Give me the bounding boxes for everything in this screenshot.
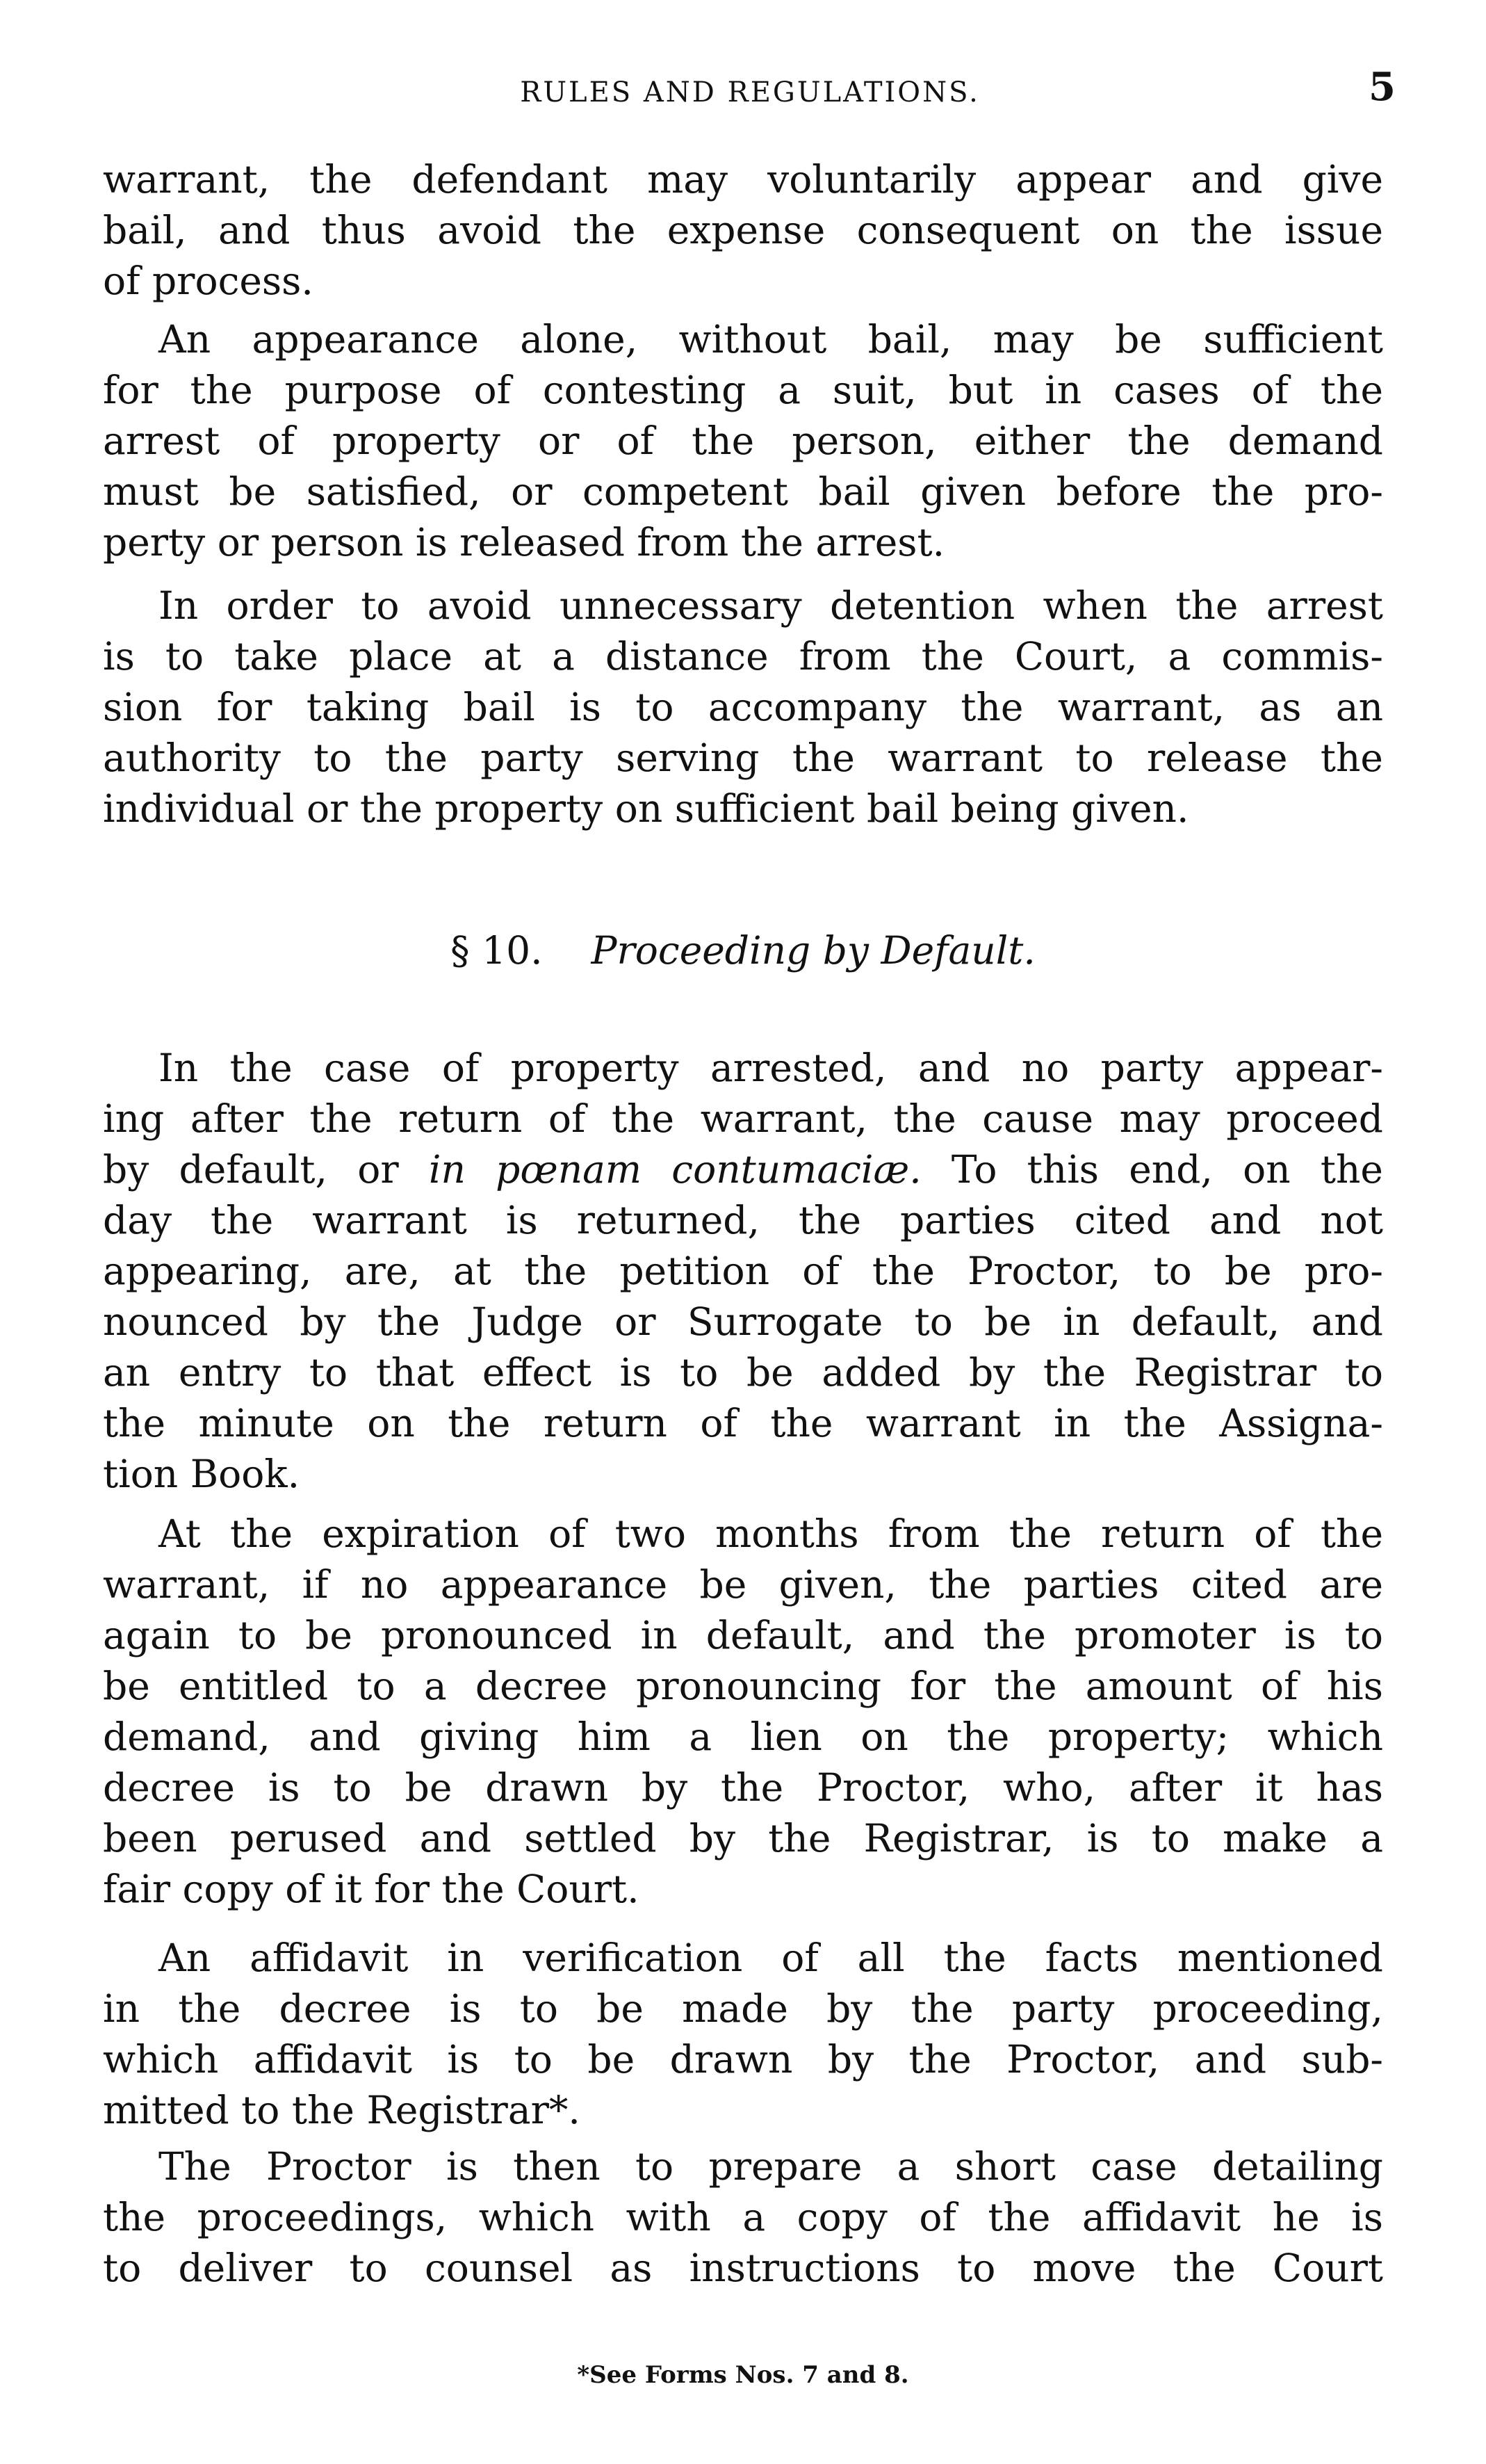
text-line: nounced by the Judge or Surrogate to be in default, and	[103, 1299, 1383, 1344]
text-line: the proceedings, which with a copy of the affidavit he is	[103, 2195, 1383, 2239]
text-line: ing after the return of the warrant, the cause may proceed	[103, 1096, 1383, 1141]
text-line: again to be pronounced in default, and the promoter is to	[103, 1613, 1383, 1657]
running-head: RULES AND REGULATIONS.	[520, 76, 980, 108]
text-line: In order to avoid unnecessary detention when the arrest	[158, 583, 1383, 628]
page-number: 5	[1369, 64, 1396, 110]
paragraph-1	[103, 154, 1383, 307]
text-line: be entitled to a decree pronouncing for the amount of his	[103, 1664, 1383, 1708]
text-line: an entry to that effect is to be added by the Registrar to	[103, 1350, 1383, 1395]
text-line: In the case of property arrested, and no party appear-	[158, 1046, 1383, 1090]
text-line: The Proctor is then to prepare a short case detailing	[158, 2144, 1383, 2189]
text-line: which affidavit is to be drawn by the Proctor, and sub-	[103, 2037, 1383, 2082]
page-header	[104, 64, 1396, 113]
text-line: demand, and giving him a lien on the property; which	[103, 1715, 1383, 1759]
text-line: sion for taking bail is to accompany the warrant, as an	[103, 685, 1383, 729]
section-paragraph-3	[103, 1933, 1383, 2136]
text-line: warrant, the defendant may voluntarily appear and give	[103, 157, 1383, 202]
text-line: tion Book.	[103, 1452, 300, 1496]
text-line: fair copy of it for the Court.	[103, 1867, 639, 1911]
text-line: in the decree is to be made by the party proceeding,	[103, 1986, 1383, 2031]
text-line: for the purpose of contesting a suit, but in cases of the	[103, 368, 1383, 412]
paragraph-2	[103, 314, 1383, 568]
text-line: bail, and thus avoid the expense consequent on the issue	[103, 208, 1383, 252]
text-line: day the warrant is returned, the parties cited and not	[103, 1198, 1383, 1242]
text-line: warrant, if no appearance be given, the parties cited are	[103, 1562, 1383, 1607]
text-line: must be satisfied, or competent bail given before the pro-	[103, 469, 1383, 514]
text-line: individual or the property on sufficient bail being given.	[103, 786, 1189, 831]
section-heading	[103, 928, 1383, 973]
text-line: by default, or in pœnam contumaciæ. To this end, on the	[103, 1147, 1383, 1192]
text-line: authority to the party serving the warrant to release the	[103, 736, 1383, 780]
text-line: of process.	[103, 259, 313, 303]
text-line: is to take place at a distance from the Court, a commis-	[103, 634, 1383, 679]
text-line: to deliver to counsel as instructions to move the Court	[103, 2246, 1383, 2290]
text-line: At the expiration of two months from the return of the	[158, 1511, 1383, 1556]
latin-phrase: in pœnam contumaciæ.	[428, 1147, 922, 1192]
text-line: decree is to be drawn by the Proctor, who, after it has	[103, 1765, 1383, 1810]
text-line: been perused and settled by the Registrar, is to make a	[103, 1816, 1383, 1861]
section-paragraph-2	[103, 1509, 1383, 1915]
paragraph-3	[103, 581, 1383, 834]
text-line: arrest of property or of the person, either the demand	[103, 419, 1383, 463]
section-title: Proceeding by Default.	[591, 928, 1036, 973]
section-number: § 10.	[450, 928, 543, 973]
section-paragraph-1	[103, 1043, 1383, 1500]
text-line: mitted to the Registrar*.	[103, 2088, 580, 2132]
text-line: An affidavit in verification of all the facts mentioned	[158, 1936, 1383, 1980]
text-line: the minute on the return of the warrant in the Assigna-	[103, 1401, 1383, 1445]
section-paragraph-4	[103, 2141, 1383, 2294]
text-line: An appearance alone, without bail, may be sufficient	[158, 317, 1383, 362]
text-line: appearing, are, at the petition of the Proctor, to be pro-	[103, 1249, 1383, 1293]
text-line: perty or person is released from the arrest.	[103, 520, 945, 565]
footnote: *See Forms Nos. 7 and 8.	[577, 2361, 909, 2389]
